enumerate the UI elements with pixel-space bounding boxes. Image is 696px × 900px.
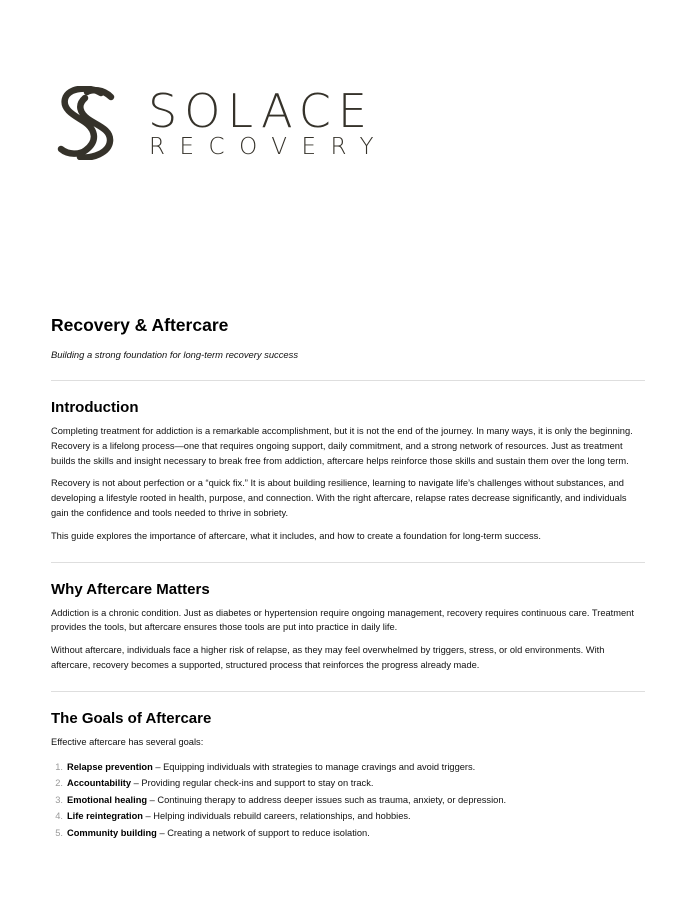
paragraph: Recovery is not about perfection or a “quick fix.” It is about building resilience, learning to navigate life’s challenges without substances, and developing a lifestyle rooted in health, purpose, and connection. With the right aftercare, relapse rates decrease significantly, and individuals gain the confidence and tools needed to thrive in sobriety.	[51, 478, 627, 518]
list-desc: – Helping individuals rebuild careers, relationships, and hobbies.	[142, 811, 411, 822]
document-body	[51, 314, 645, 841]
section-introduction	[51, 398, 645, 544]
list-desc: – Continuing therapy to address deeper issues such as trauma, anxiety, or depression.	[147, 794, 507, 805]
divider	[51, 380, 645, 381]
solace-s-logo-icon	[54, 86, 118, 160]
list-item	[55, 775, 645, 792]
list-desc: – Creating a network of support to reduce isolation.	[156, 827, 370, 838]
list-number: 3.	[55, 794, 63, 805]
list-number: 5.	[55, 827, 63, 838]
brand-logo	[54, 86, 394, 166]
paragraph: Addiction is a chronic condition. Just as diabetes or hypertension require ongoing management, recovery requires continuous care. Treatment provides the tools, but aftercare ensures those tools are put into practice in daily life.	[51, 607, 634, 633]
list-number: 4.	[55, 811, 63, 822]
list-item	[55, 825, 645, 842]
list-term: Relapse prevention	[67, 761, 153, 772]
paragraph: Effective aftercare has several goals:	[51, 736, 204, 747]
list-desc: – Equipping individuals with strategies to manage cravings and avoid triggers.	[152, 761, 476, 772]
list-desc: – Providing regular check-ins and support to stay on track.	[131, 778, 374, 789]
paragraph: Completing treatment for addiction is a remarkable accomplishment, but it is not the end of the journey. In many ways, it is only the beginning. Recovery is a lifelong process—one that requires ongoing support, daily commitment, and a strong network of resources. Just as treatment builds the skills and insight necessary to break free from addiction, aftercare helps reinforce those skills and sustain them over the long term.	[51, 426, 633, 466]
divider	[51, 691, 645, 692]
list-item	[55, 808, 645, 825]
list-item	[55, 759, 645, 776]
brand-name: SOLACE	[148, 84, 374, 138]
brand-tagline: RECOVERY	[149, 134, 389, 160]
list-number: 1.	[55, 761, 63, 772]
list-term: Accountability	[67, 778, 132, 789]
divider	[51, 562, 645, 563]
paragraph: Without aftercare, individuals face a higher risk of relapse, as they may feel overwhelmed by triggers, stress, or old environments. With aftercare, recovery becomes a supported, structured process that reinforces the progress already made.	[51, 645, 605, 670]
section-why-aftercare-matters	[51, 580, 645, 673]
section-heading: Introduction	[51, 399, 139, 416]
paragraph: This guide explores the importance of aftercare, what it includes, and how to create a foundation for long-term success.	[51, 530, 541, 541]
page-subtitle: Building a strong foundation for long-term recovery success	[51, 349, 299, 360]
list-item	[55, 792, 645, 809]
goals-list	[51, 759, 645, 842]
page-title: Recovery & Aftercare	[51, 315, 229, 335]
list-term: Life reintegration	[67, 811, 143, 822]
section-heading: Why Aftercare Matters	[51, 580, 210, 598]
list-term: Emotional healing	[67, 794, 148, 805]
list-term: Community building	[67, 827, 157, 838]
section-heading: The Goals of Aftercare	[51, 709, 212, 727]
list-number: 2.	[55, 778, 63, 789]
section-goals-of-aftercare	[51, 709, 645, 841]
